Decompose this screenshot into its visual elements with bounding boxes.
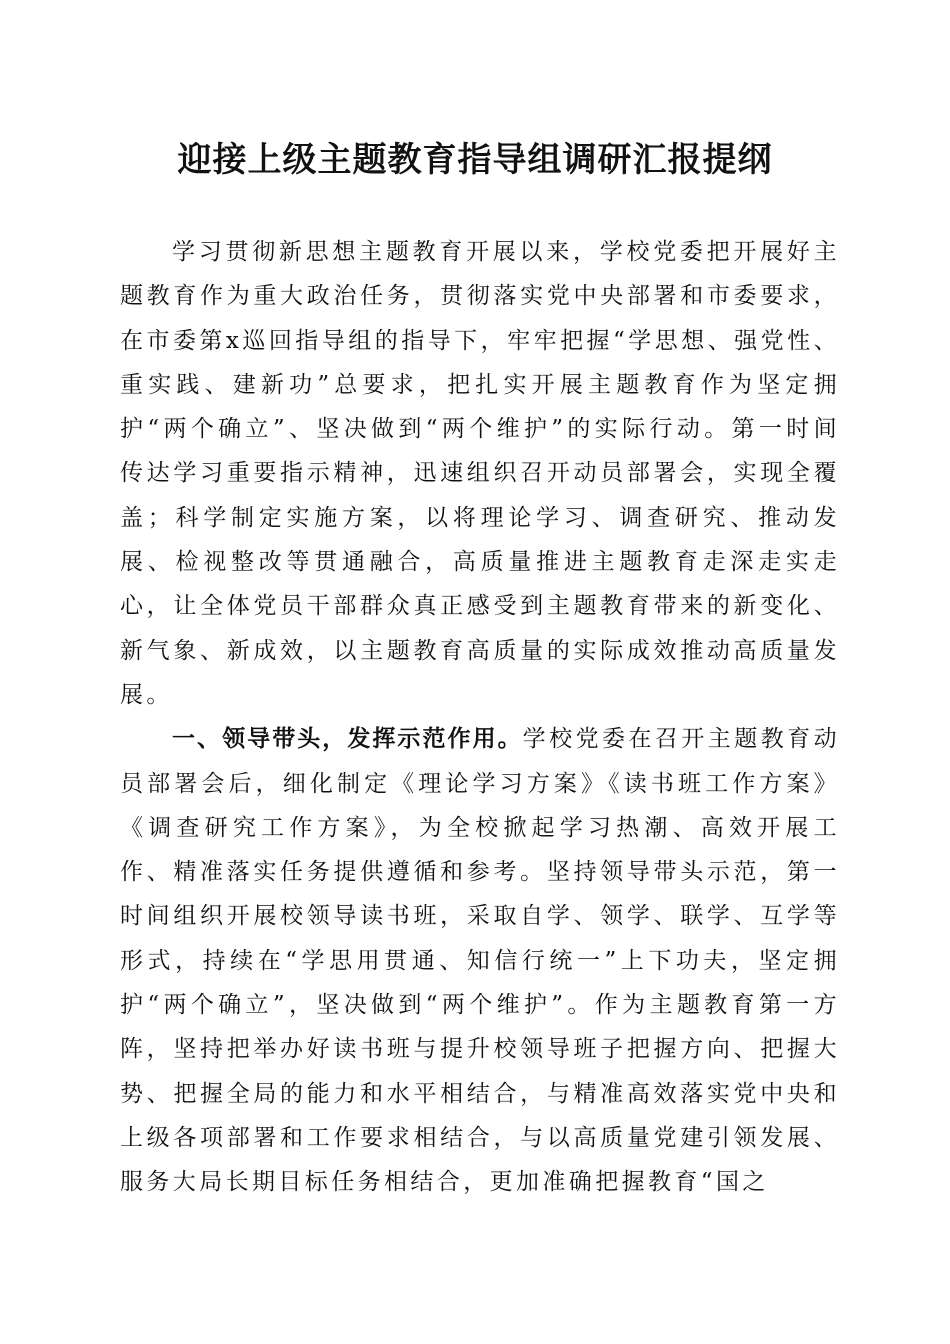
section-1-heading: 一、领导带头，发挥示范作用。: [172, 726, 523, 753]
intro-paragraph: 学习贯彻新思想主题教育开展以来，学校党委把开展好主题教育作为重大政治任务，贯彻落实党中央部署和市委要求，在市委第x巡回指导组的指导下，牢牢把握“学思想、强党性、重实践、建新功”总要求，把扎实开展主题教育作为坚定拥护“两个确立”、坚决做到“两个维护”的实际行动。第一时间传达学习重要指示精神，迅速组织召开动员部署会，实现全覆盖；科学制定实施方案，以将理论学习、调查研究、推动发展、检视整改等贯通融合，高质量推进主题教育走深走实走心，让全体党员干部群众真正感受到主题教育带来的新变化、新气象、新成效，以主题教育高质量的实际成效推动高质量发展。: [120, 239, 840, 708]
section-1-body: 学校党委在召开主题教育动员部署会后，细化制定《理论学习方案》《读书班工作方案》《调查研究工作方案》，为全校掀起学习热潮、高效开展工作、精准落实任务提供遵循和参考。坚持领导带头示范，第一时间组织开展校领导读书班，采取自学、领学、联学、互学等形式，持续在“学思用贯通、知信行统一”上下功夫，坚定拥护“两个确立”，坚决做到“两个维护”。作为主题教育第一方阵，坚持把举办好读书班与提升校领导班子把握方向、把握大势、把握全局的能力和水平相结合，与精准高效落实党中央和上级各项部署和工作要求相结合，与以高质量党建引领发展、服务大局长期目标任务相结合，更加准确把握教育“国之: [120, 726, 840, 1196]
document-body: [120, 230, 840, 1205]
section-1-paragraph: [120, 717, 840, 1204]
document-title: 迎接上级主题教育指导组调研汇报提纲: [177, 140, 773, 180]
